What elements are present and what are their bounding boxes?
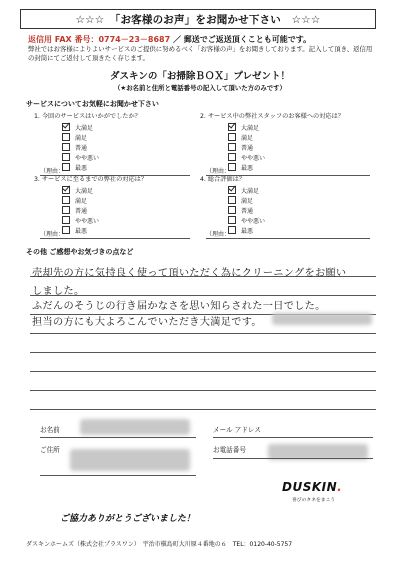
option-label: 最悪 xyxy=(241,164,254,172)
fax-note: ／ 郵送でご返送頂くことも可能です。 xyxy=(172,35,312,44)
option-label: 大満足 xyxy=(241,124,260,132)
checkbox[interactable] xyxy=(62,123,70,131)
option-row[interactable] xyxy=(62,162,141,172)
option-label: 最悪 xyxy=(241,227,254,235)
question-label: 1. 今回のサービスはいかがでしたか？ xyxy=(34,113,141,120)
phone-label: お電話番号 xyxy=(213,446,246,454)
question-3 xyxy=(34,174,147,235)
option-label: やや悪い xyxy=(241,217,266,225)
option-row[interactable] xyxy=(228,185,265,195)
option-row[interactable] xyxy=(228,132,344,142)
checkbox[interactable] xyxy=(62,196,70,204)
email-line[interactable] xyxy=(213,437,373,438)
question-label: 2. サービス中の弊社スタッフのお客様への対応は？ xyxy=(200,113,344,120)
option-row[interactable] xyxy=(228,152,344,162)
question-1 xyxy=(34,111,141,172)
option-label: やや悪い xyxy=(241,154,266,162)
option-label: 満足 xyxy=(241,134,254,142)
reason-label: （理由： xyxy=(40,168,65,175)
option-row[interactable] xyxy=(62,152,141,162)
option-label: やや悪い xyxy=(75,217,100,225)
checkbox[interactable] xyxy=(228,123,236,131)
question-2 xyxy=(200,111,344,172)
option-label: 普通 xyxy=(75,144,88,152)
duskin-logo xyxy=(282,480,342,494)
comments-title: その他 ご感想やお気づきの点など xyxy=(26,248,134,256)
ruled-line xyxy=(30,333,376,334)
checkbox[interactable] xyxy=(228,216,236,224)
option-label: 大満足 xyxy=(75,124,94,132)
intro-text: 弊社ではお客様によりよいサービスのご提供に努めるべく「お客様の声」をお聞きしております。記入して頂き、返信用の封筒にてご返付して頂きたく存じます。 xyxy=(28,45,373,62)
reason-line[interactable] xyxy=(206,238,370,239)
name-line[interactable] xyxy=(40,437,196,438)
ruled-line xyxy=(30,352,376,353)
checkbox[interactable] xyxy=(228,186,236,194)
fax-number: 0774－23－8687 xyxy=(98,35,171,44)
option-row[interactable] xyxy=(62,215,147,225)
option-label: 大満足 xyxy=(75,187,94,195)
ruled-line xyxy=(30,409,376,410)
option-row[interactable] xyxy=(62,132,141,142)
option-row[interactable] xyxy=(228,195,265,205)
reason-label: （理由： xyxy=(40,231,65,238)
checkbox[interactable] xyxy=(228,143,236,151)
checkbox[interactable] xyxy=(62,143,70,151)
email-label: メール アドレス xyxy=(213,426,261,434)
reason-label: （理由： xyxy=(206,231,231,238)
checkbox[interactable] xyxy=(228,133,236,141)
option-row[interactable] xyxy=(62,205,147,215)
option-label: 普通 xyxy=(241,207,254,215)
address-line[interactable] xyxy=(40,475,196,476)
fax-info xyxy=(28,34,311,45)
option-row[interactable] xyxy=(228,215,265,225)
redacted-address xyxy=(70,449,190,471)
option-label: やや悪い xyxy=(75,154,100,162)
survey-section-title: サービスについてお気軽にお聞かせ下さい xyxy=(26,100,159,108)
option-label: 最悪 xyxy=(75,164,88,172)
option-label: 満足 xyxy=(75,134,88,142)
option-row[interactable] xyxy=(62,122,141,132)
thanks-message: ご協力ありがとうございました！ xyxy=(60,514,196,524)
option-label: 最悪 xyxy=(75,227,88,235)
option-label: 普通 xyxy=(75,207,88,215)
option-label: 満足 xyxy=(241,197,254,205)
phone-line[interactable] xyxy=(213,458,373,459)
checkbox[interactable] xyxy=(228,206,236,214)
option-row[interactable] xyxy=(62,195,147,205)
comment-line-4: 担当の方にも大よろこんでいただき大満足です。 xyxy=(32,317,262,328)
question-4 xyxy=(200,174,265,235)
option-row[interactable] xyxy=(228,122,344,132)
option-label: 大満足 xyxy=(241,187,260,195)
ruled-line xyxy=(30,371,376,372)
option-label: 普通 xyxy=(241,144,254,152)
reason-line[interactable] xyxy=(40,238,190,239)
checkbox[interactable] xyxy=(62,206,70,214)
present-note: （★お名前と住所と電話番号の記入して頂いた方のみです） xyxy=(114,84,286,92)
form-title: ☆☆☆ 「お客様のお声」をお聞かせ下さい ☆☆☆ xyxy=(20,9,376,29)
logo-dot: . xyxy=(337,480,343,494)
option-row[interactable] xyxy=(62,185,147,195)
ruled-line xyxy=(30,390,376,391)
option-label: 満足 xyxy=(75,197,88,205)
checkbox[interactable] xyxy=(228,153,236,161)
comment-line-2: しました。 xyxy=(32,286,85,297)
option-row[interactable] xyxy=(228,225,265,235)
logo-tagline: 喜びのタネをまこう xyxy=(292,498,336,503)
fax-label: 返信用 FAX 番号： xyxy=(28,35,99,44)
reason-label: （理由： xyxy=(206,168,231,175)
checkbox[interactable] xyxy=(62,153,70,161)
question-label: 4. 総合評価は？ xyxy=(200,176,245,183)
checkbox[interactable] xyxy=(228,196,236,204)
option-row[interactable] xyxy=(62,142,141,152)
company-info: ダスキンホームズ（株式会社プラスワン） 宇治市槇島町大川原４番地の６ TEL：0120-40-5757 xyxy=(26,541,293,548)
redacted-name xyxy=(80,419,190,435)
checkbox[interactable] xyxy=(62,216,70,224)
option-row[interactable] xyxy=(228,205,265,215)
address-label: ご住所 xyxy=(40,446,60,454)
question-label: 3. サービスに至るまでの弊社の対応は？ xyxy=(34,176,148,183)
present-banner: ダスキンの「お掃除ＢＯＸ」プレゼント！ xyxy=(109,71,291,82)
logo-text: DUSKIN xyxy=(282,480,338,494)
option-row[interactable] xyxy=(228,142,344,152)
checkbox[interactable] xyxy=(62,133,70,141)
option-row[interactable] xyxy=(228,162,344,172)
checkbox[interactable] xyxy=(62,186,70,194)
comment-line-1: 売却先の方に気持良く使って頂いただく為にクリーニングをお願い xyxy=(32,268,347,279)
redacted-text xyxy=(272,313,372,325)
comment-line-3: ふだんのそうじの行き届かなさを思い知らされた一日でした。 xyxy=(32,301,326,312)
name-label: お名前 xyxy=(40,426,60,434)
option-row[interactable] xyxy=(62,225,147,235)
